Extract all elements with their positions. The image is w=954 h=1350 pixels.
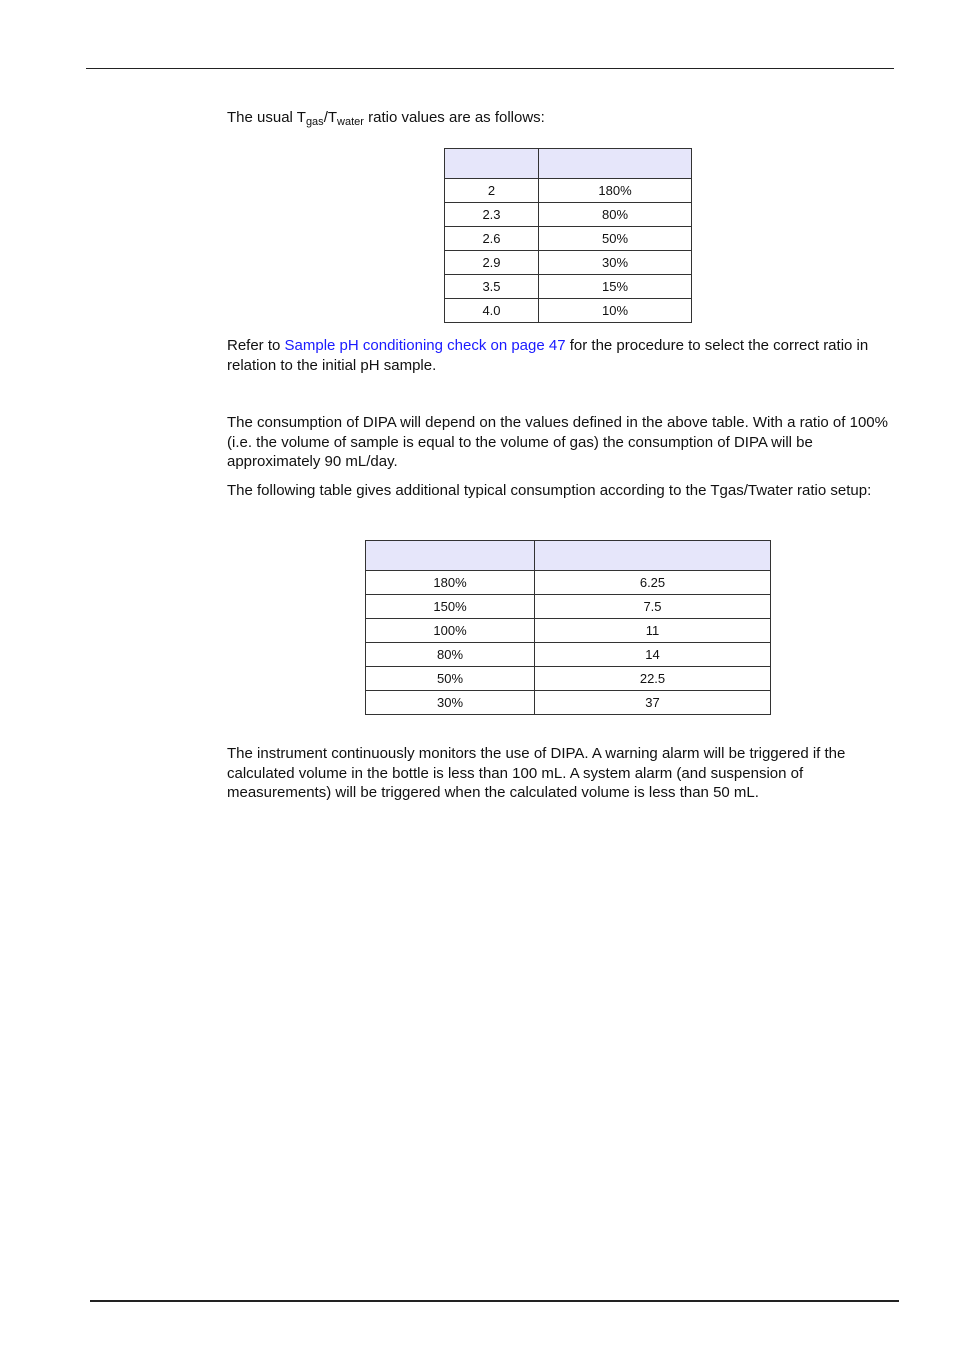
footer-rule [90, 1300, 899, 1302]
table-header-cell [539, 149, 692, 179]
table-cell: 180% [539, 179, 692, 203]
header-rule [86, 68, 894, 69]
table-cell: 50% [366, 667, 535, 691]
table-cell: 180% [366, 571, 535, 595]
table-cell: 2 [445, 179, 539, 203]
table-row [445, 227, 692, 251]
monitor-paragraph: The instrument continuously monitors the use of DIPA. A warning alarm will be triggered if the calculated volume in the bottle is less than 100 mL. A system alarm (and suspension of measurements) will be triggered when the calculated volume is less than 50 mL. [227, 745, 846, 801]
table-header-cell [445, 149, 539, 179]
table-cell: 80% [539, 203, 692, 227]
intro-subscript-water: water [337, 116, 364, 128]
table-row [366, 667, 771, 691]
table-row [445, 251, 692, 275]
sample-ph-conditioning-link[interactable]: Sample pH conditioning check on page 47 [284, 337, 566, 354]
refer-prefix: Refer to [227, 337, 285, 354]
table-cell: 11 [535, 619, 771, 643]
table-cell: 6.25 [535, 571, 771, 595]
table-cell: 30% [366, 691, 535, 715]
table-cell: 10% [539, 299, 692, 323]
table-cell: 50% [539, 227, 692, 251]
table-row [366, 595, 771, 619]
table-cell: 2.6 [445, 227, 539, 251]
table-cell: 2.9 [445, 251, 539, 275]
table-cell: 14 [535, 643, 771, 667]
table-row [366, 619, 771, 643]
table-row [445, 179, 692, 203]
consumption-paragraph: The consumption of DIPA will depend on the values defined in the above table. With a ratio of 100% (i.e. the volume of sample is equal to the volume of gas) the consumption of DIPA will be approximately 90 mL/day. [227, 414, 888, 470]
table-header-cell [535, 541, 771, 571]
ratio-table [444, 148, 692, 323]
table-cell: 100% [366, 619, 535, 643]
consumption-table [365, 540, 771, 715]
table-header-row [445, 149, 692, 179]
refer-paragraph [227, 336, 907, 375]
table-row [366, 643, 771, 667]
refer-suffix: for the procedure to select the correct ratio in relation to the initial pH sample. [227, 337, 869, 374]
intro-prefix: The usual T [227, 109, 306, 126]
intro-paragraph [227, 108, 907, 128]
table-cell: 3.5 [445, 275, 539, 299]
table-cell: 80% [366, 643, 535, 667]
table-cell: 30% [539, 251, 692, 275]
table-cell: 4.0 [445, 299, 539, 323]
table-cell: 150% [366, 595, 535, 619]
table-cell: 37 [535, 691, 771, 715]
table-row [366, 691, 771, 715]
table-header-row [366, 541, 771, 571]
intro-subscript-gas: gas [305, 116, 324, 128]
following-paragraph: The following table gives additional typical consumption according to the Tgas/Twater ratio setup: [227, 482, 872, 499]
intro-slash: /T [323, 109, 338, 126]
table-row [445, 299, 692, 323]
table-row [445, 275, 692, 299]
table-cell: 7.5 [535, 595, 771, 619]
table-cell: 22.5 [535, 667, 771, 691]
table-row [445, 203, 692, 227]
table-cell: 15% [539, 275, 692, 299]
table-row [366, 571, 771, 595]
table-header-cell [366, 541, 535, 571]
table-cell: 2.3 [445, 203, 539, 227]
intro-suffix: ratio values are as follows: [363, 109, 545, 126]
